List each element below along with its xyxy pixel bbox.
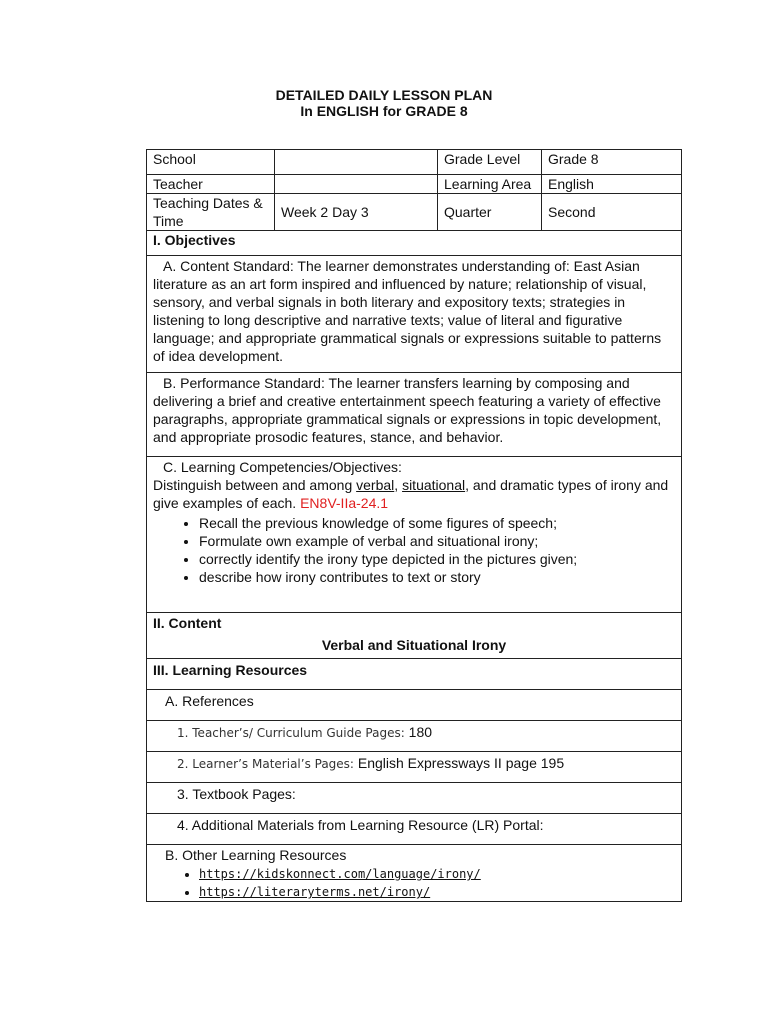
competency-code: EN8V-IIa-24.1: [300, 495, 389, 511]
resource-link[interactable]: • https://literaryterms.net/irony/: [199, 883, 675, 901]
tg-pages-row: [147, 721, 682, 752]
objective-item: • describe how irony contributes to text or story: [199, 568, 675, 586]
content-row: [147, 613, 682, 659]
dates-value: Week 2 Day 3: [275, 194, 438, 231]
competencies-row: [147, 457, 682, 613]
resource-link[interactable]: • https://kidskonnect.com/language/irony/: [199, 865, 675, 883]
teacher-label: Teacher: [147, 175, 275, 194]
dates-label: Teaching Dates & Time: [147, 194, 275, 231]
teacher-row: [147, 175, 682, 194]
other-resources-label: B. Other Learning Resources: [165, 847, 347, 863]
content-heading: II. Content: [153, 615, 222, 631]
dates-row: [147, 194, 682, 231]
additional-materials-label: 4. Additional Materials from Learning Resource (LR) Portal:: [147, 814, 682, 845]
objectives-heading-row: [147, 231, 682, 256]
objectives-heading: I. Objectives: [147, 231, 682, 256]
competency-text-start: Distinguish between and among: [153, 477, 353, 493]
textbook-pages-label: 3. Textbook Pages:: [147, 783, 682, 814]
objective-item: • Recall the previous knowledge of some figures of speech;: [199, 514, 675, 532]
quarter-label: Quarter: [438, 194, 542, 231]
competency-text-end: , and dramatic types of irony and give examples of each.: [153, 477, 669, 511]
other-resources-row: [147, 845, 682, 902]
lm-pages-value: English Expressways II page 195: [357, 755, 565, 771]
school-value: [275, 150, 438, 175]
content-standard-text: A. Content Standard: The learner demonstrates understanding of: East Asian literature as an art form inspired and influenced by nature; relationship of visual, sensory, and verbal signals in both literary and expository texts; strategies in listening to long descriptive and narrative texts; value of literal and figurative language; and appropriate grammatical signals or expressions suitable to patterns of idea development.: [153, 258, 662, 364]
grade-level-value: Grade 8: [542, 150, 682, 175]
learning-area-label: Learning Area: [438, 175, 542, 194]
school-label: School: [147, 150, 275, 175]
grade-level-label: Grade Level: [438, 150, 542, 175]
resources-heading: III. Learning Resources: [147, 659, 682, 690]
lesson-plan-title: DETAILED DAILY LESSON PLAN: [275, 87, 493, 103]
objectives-list: [153, 514, 675, 586]
textbook-pages-row: [147, 783, 682, 814]
competency-statement: [153, 476, 675, 512]
performance-standard-row: [147, 373, 682, 457]
tg-pages-label: 1. Teacher’s/ Curriculum Guide Pages:: [177, 726, 405, 740]
references-label: A. References: [147, 690, 682, 721]
school-row: [147, 150, 682, 175]
lm-pages-label: 2. Learner’s Material’s Pages:: [177, 757, 354, 771]
learning-area-value: English: [542, 175, 682, 194]
content-topic: Verbal and Situational Irony: [321, 637, 507, 653]
content-standard-row: [147, 256, 682, 373]
competencies-heading: C. Learning Competencies/Objectives:: [163, 459, 402, 475]
competency-situational: situational: [402, 477, 466, 493]
references-row: [147, 690, 682, 721]
competency-verbal: verbal: [356, 477, 395, 493]
objective-item: • correctly identify the irony type depicted in the pictures given;: [199, 550, 675, 568]
tg-pages-value: 180: [408, 724, 433, 740]
quarter-value: Second: [542, 194, 682, 231]
lesson-plan-table: [146, 149, 682, 902]
resources-heading-row: [147, 659, 682, 690]
additional-materials-row: [147, 814, 682, 845]
lesson-plan-subtitle: In ENGLISH for GRADE 8: [300, 103, 468, 119]
lm-pages-row: [147, 752, 682, 783]
objective-item: • Formulate own example of verbal and situational irony;: [199, 532, 675, 550]
performance-standard-text: B. Performance Standard: The learner transfers learning by composing and delivering a brief and creative entertainment speech featuring a variety of effective paragraphs, appropriate grammatical signals or expressions in topic development, and appropriate prosodic features, stance, and behavior.: [153, 375, 662, 445]
competency-comma: ,: [394, 477, 399, 493]
resource-links: [165, 865, 675, 901]
teacher-value: [275, 175, 438, 194]
